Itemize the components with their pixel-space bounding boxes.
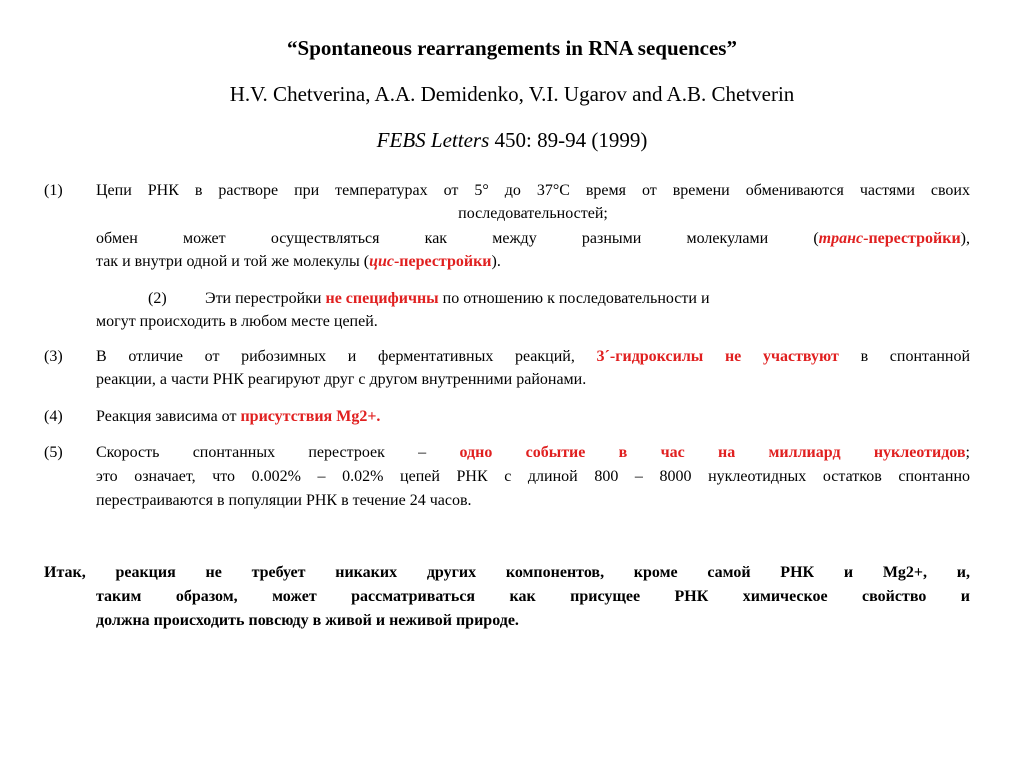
item-text: в спонтанной <box>838 348 971 365</box>
highlight-text <box>819 230 961 247</box>
highlight-rest: -перестройки <box>863 230 961 247</box>
item-number: (3) <box>44 348 63 365</box>
item-text: обмен может осуществляться как между разными молекулами ( <box>96 230 819 247</box>
journal-name: FEBS Letters <box>376 128 490 152</box>
item-text-line <box>96 345 970 368</box>
item-number: (5) <box>44 444 63 461</box>
authors-line: H.V. Chetverina, A.A. Demidenko, V.I. Ugarov and A.B. Chetverin <box>229 82 795 106</box>
highlight-rest: -перестройки <box>393 253 492 270</box>
journal-citation <box>0 126 1024 154</box>
item-text: Скорость спонтанных перестроек – <box>96 444 460 461</box>
item-number: (2) <box>148 290 167 307</box>
conclusion-line: таким образом, может рассматриваться как присущее РНК химическое свойство и <box>96 588 970 605</box>
item-text-line: Цепи РНК в растворе при температурах от 5° до 37°C время от времени обмениваются частями своих <box>96 182 970 199</box>
highlight-italic: цис <box>369 253 394 270</box>
item-text: так и внутри одной и той же молекулы ( <box>96 253 370 270</box>
item-text: Реакция зависима от <box>96 408 241 425</box>
conclusion-line: должна происходить повсюду в живой и неживой природе. <box>96 612 519 629</box>
item-text-line: последовательностей; <box>458 205 608 222</box>
journal-reference: 450: 89-94 (1999) <box>489 128 648 152</box>
item-text-line: это означает, что 0.002% – 0.02% цепей РНК с длиной 800 – 8000 нуклеотидных остатков спонтанно <box>96 468 970 485</box>
item-text-line <box>96 227 970 250</box>
item-text: ), <box>960 230 970 247</box>
highlight-text <box>369 253 491 270</box>
highlight-text: не специфичны <box>325 290 439 307</box>
item-number: (1) <box>44 182 63 199</box>
conclusion-line: Итак, реакция не требует никаких других компонентов, кроме самой РНК и Mg2+, и, <box>44 564 970 581</box>
item-text-line <box>96 441 970 464</box>
item-text-line: реакции, а части РНК реагируют друг с другом внутренними районами. <box>96 371 587 388</box>
highlight-text: присутствия Mg2+. <box>240 408 381 425</box>
highlight-text: одно событие в час на миллиард нуклеотидов <box>459 444 966 461</box>
item-number: (4) <box>44 408 63 425</box>
item-text: ; <box>965 444 970 461</box>
item-text: ). <box>491 253 501 270</box>
highlight-italic: транс <box>818 230 864 247</box>
item-text-line: перестраиваются в популяции РНК в течение 24 часов. <box>96 492 472 509</box>
item-text-line <box>96 405 970 428</box>
page-title: “Spontaneous rearrangements in RNA sequences” <box>287 36 737 60</box>
item-text-line <box>205 287 710 310</box>
item-text: В отличие от рибозимных и ферментативных реакций, <box>96 348 597 365</box>
item-text: Эти перестройки <box>205 290 326 307</box>
item-text: по отношению к последовательности и <box>438 290 710 307</box>
highlight-text: 3´-гидроксилы не участвуют <box>596 348 839 365</box>
item-text-line: могут происходить в любом месте цепей. <box>96 313 378 330</box>
item-text-line <box>96 250 970 273</box>
